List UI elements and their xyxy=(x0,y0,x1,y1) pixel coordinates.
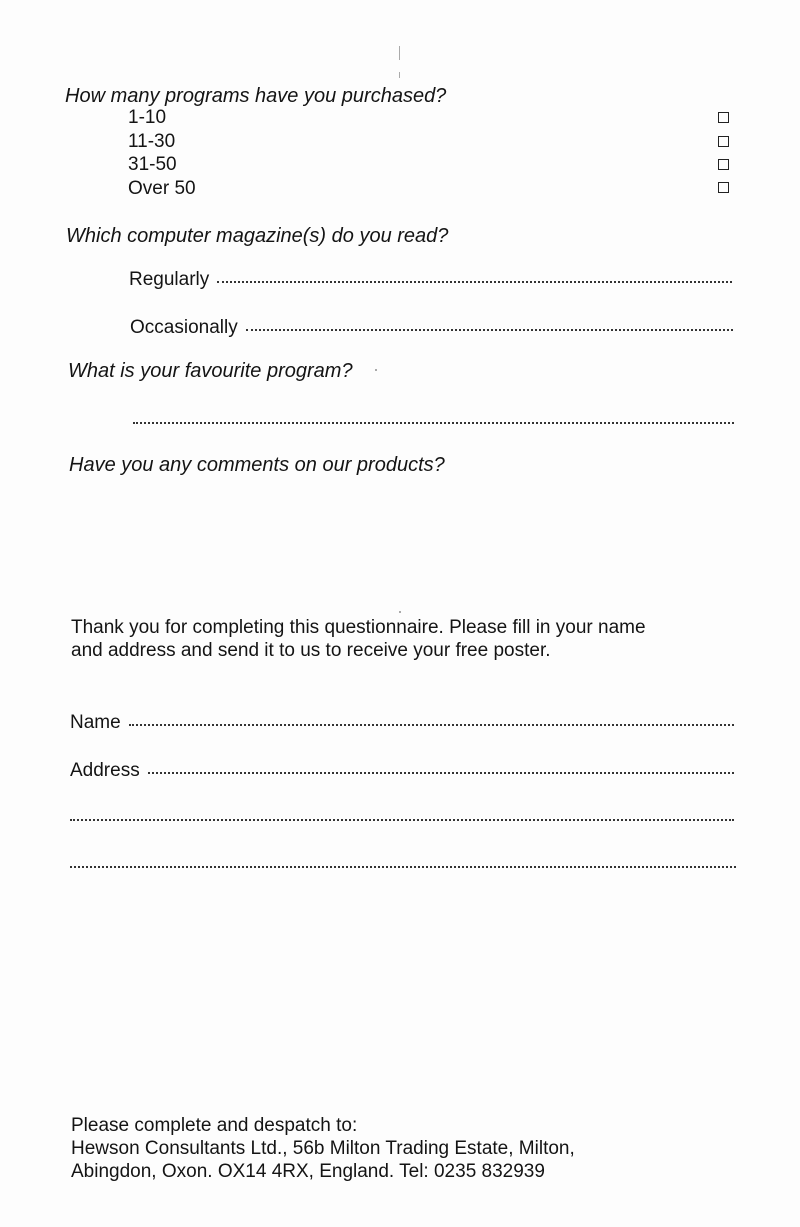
comments-area[interactable] xyxy=(69,485,734,595)
name-field[interactable] xyxy=(129,706,734,726)
option-label-31-50: 31-50 xyxy=(128,154,177,175)
favourite-field[interactable] xyxy=(133,404,734,424)
checkbox-31-50[interactable] xyxy=(718,159,729,170)
occasionally-row xyxy=(130,313,733,339)
address-label: Address xyxy=(70,760,140,781)
checkbox-11-30[interactable] xyxy=(718,136,729,147)
question-magazines: Which computer magazine(s) do you read? xyxy=(66,225,449,247)
address-field-2[interactable] xyxy=(70,801,734,821)
despatch-block xyxy=(71,1114,771,1183)
question-favourite: What is your favourite program? xyxy=(68,360,353,382)
despatch-line-3: Abingdon, Oxon. OX14 4RX, England. Tel: 0235 832939 xyxy=(71,1161,545,1182)
regularly-field[interactable] xyxy=(217,263,732,283)
despatch-line-1: Please complete and despatch to: xyxy=(71,1115,358,1136)
scan-speck xyxy=(375,369,377,371)
address-field-1[interactable] xyxy=(148,754,734,774)
regularly-row xyxy=(129,265,732,291)
regularly-label: Regularly xyxy=(129,269,210,290)
despatch-line-2: Hewson Consultants Ltd., 56b Milton Trading Estate, Milton, xyxy=(71,1138,575,1159)
scan-speck xyxy=(399,46,400,60)
thanks-paragraph xyxy=(71,616,771,662)
address-field-3[interactable] xyxy=(70,848,736,868)
address-row-2 xyxy=(70,803,734,823)
option-label-over-50: Over 50 xyxy=(128,178,196,199)
name-row xyxy=(70,708,734,734)
scan-speck xyxy=(399,72,400,78)
checkbox-1-10[interactable] xyxy=(718,112,729,123)
occasionally-field[interactable] xyxy=(246,311,733,331)
thanks-line-2: and address and send it to us to receive your free poster. xyxy=(71,640,551,661)
question-purchased: How many programs have you purchased? xyxy=(65,85,447,107)
occasionally-label: Occasionally xyxy=(130,317,238,338)
question-comments: Have you any comments on our products? xyxy=(69,454,445,476)
address-row xyxy=(70,756,734,782)
option-label-1-10: 1-10 xyxy=(128,107,167,128)
favourite-row xyxy=(133,406,734,426)
option-label-11-30: 11-30 xyxy=(128,131,176,152)
name-label: Name xyxy=(70,712,121,733)
thanks-line-1: Thank you for completing this questionnaire. Please fill in your name xyxy=(71,617,646,638)
address-row-3 xyxy=(70,850,736,870)
scan-speck xyxy=(399,611,401,613)
checkbox-over-50[interactable] xyxy=(718,182,729,193)
